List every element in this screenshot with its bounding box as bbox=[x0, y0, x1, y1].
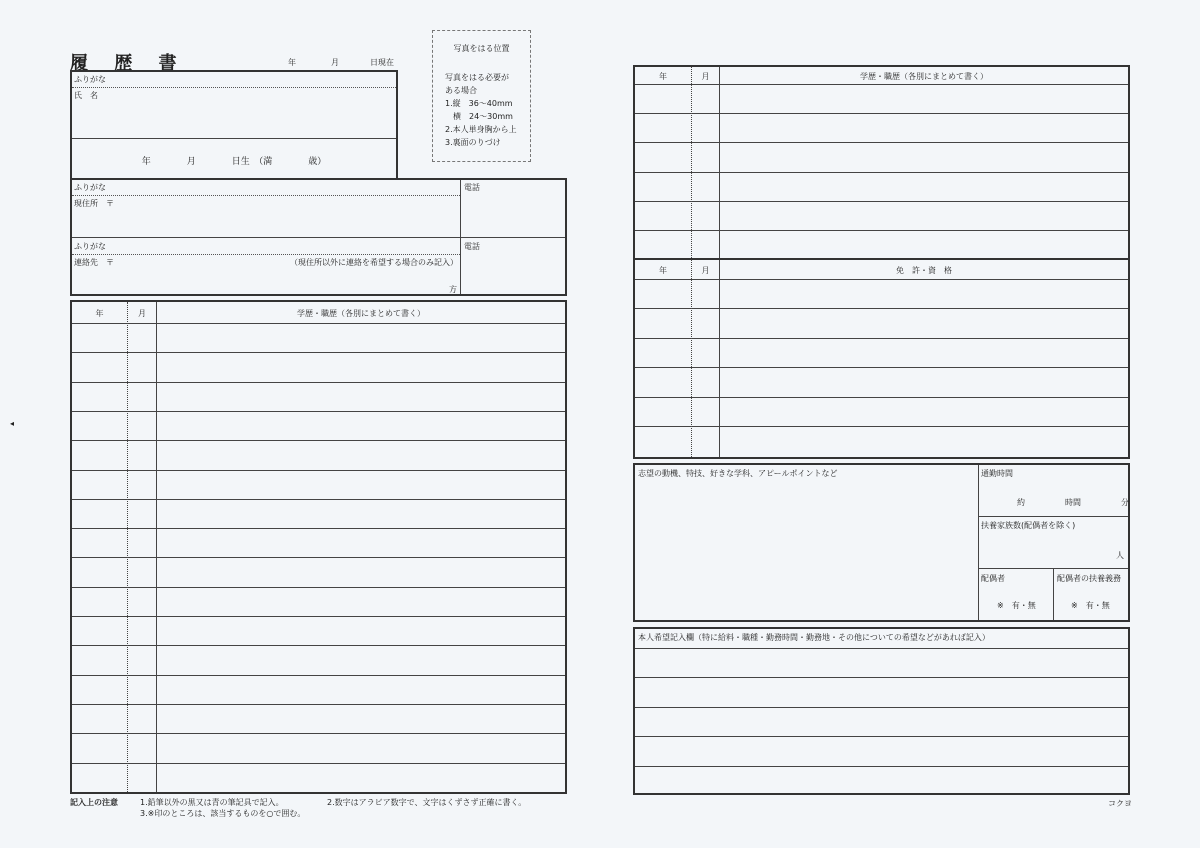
contact-label: 連絡先 〒 bbox=[74, 258, 114, 267]
photo-line2: ある場合 bbox=[445, 86, 477, 95]
history-left-row[interactable] bbox=[72, 471, 565, 498]
history-right-row[interactable] bbox=[635, 85, 1128, 112]
history-left-row[interactable] bbox=[72, 705, 565, 732]
commute-value: 約 時間 分 bbox=[1017, 498, 1129, 507]
document-title: 履 歴 書 bbox=[70, 53, 187, 74]
photo-line5: 2.本人単身胸から上 bbox=[445, 125, 517, 134]
license-col-year: 年 bbox=[659, 266, 667, 275]
note-3: 3.※印のところは、該当するものを○で囲む。 bbox=[140, 809, 306, 818]
history-right-col-desc: 学歴・職歴（各別にまとめて書く） bbox=[860, 72, 988, 81]
history-left-col-month: 月 bbox=[138, 309, 146, 318]
photo-line3: 1.縦 36〜40mm bbox=[445, 99, 513, 108]
date-suffix-label: 日現在 bbox=[370, 58, 394, 67]
history-right-row[interactable] bbox=[635, 231, 1128, 258]
date-year-label: 年 bbox=[288, 58, 296, 67]
history-right-row[interactable] bbox=[635, 173, 1128, 200]
wishes-label: 本人希望記入欄（特に給料・職種・勤務時間・勤務地・その他についての希望などがあれば記入） bbox=[638, 633, 990, 642]
history-left-row[interactable] bbox=[72, 617, 565, 644]
note-1: 1.鉛筆以外の黒又は青の筆記具で記入。 bbox=[140, 798, 284, 807]
name-furigana-divider bbox=[72, 87, 396, 88]
history-left-row[interactable] bbox=[72, 676, 565, 703]
address-furigana-label: ふりがな bbox=[74, 183, 106, 192]
license-col-desc: 免 許・資 格 bbox=[896, 266, 952, 275]
license-row[interactable] bbox=[635, 309, 1128, 336]
spouse-support-label: 配偶者の扶養義務 bbox=[1057, 574, 1121, 583]
license-col-month: 月 bbox=[701, 266, 710, 275]
contact-furigana-divider bbox=[72, 254, 460, 255]
history-right-row[interactable] bbox=[635, 202, 1128, 229]
notes-label: 記入上の注意 bbox=[70, 798, 118, 807]
spouse-value[interactable]: ※ 有・無 bbox=[997, 601, 1036, 610]
motivation-input[interactable] bbox=[638, 482, 974, 616]
phone1-label: 電話 bbox=[464, 183, 480, 192]
address-contact-divider bbox=[72, 237, 565, 238]
commute-divider bbox=[978, 516, 1128, 517]
history-left-row[interactable] bbox=[72, 558, 565, 585]
phone2-label: 電話 bbox=[464, 242, 480, 251]
name-label: 氏 名 bbox=[74, 91, 98, 100]
history-left-row[interactable] bbox=[72, 646, 565, 673]
contact-suffix: 方 bbox=[449, 285, 457, 294]
name-input[interactable] bbox=[74, 101, 392, 135]
spouse-label: 配偶者 bbox=[981, 574, 1005, 583]
name-furigana-label: ふりがな bbox=[74, 75, 106, 84]
photo-line1: 写真をはる必要が bbox=[445, 73, 509, 82]
wishes-row[interactable] bbox=[635, 767, 1128, 794]
contact-note: （現住所以外に連絡を希望する場合のみ記入） bbox=[290, 258, 458, 267]
motivation-label: 志望の動機、特技、好きな学科、アピールポイントなど bbox=[638, 469, 838, 478]
license-row[interactable] bbox=[635, 339, 1128, 366]
address-furigana-divider bbox=[72, 195, 460, 196]
photo-line6: 3.裏面のりづけ bbox=[445, 138, 501, 147]
license-row[interactable] bbox=[635, 398, 1128, 425]
motivation-side-divider bbox=[978, 465, 979, 620]
spouse-divider bbox=[1053, 568, 1054, 620]
spouse-support-value[interactable]: ※ 有・無 bbox=[1071, 601, 1110, 610]
commute-label: 通勤時間 bbox=[981, 469, 1013, 478]
brand-label: コクヨ bbox=[1108, 799, 1132, 808]
address-label: 現住所 〒 bbox=[74, 199, 114, 208]
note-2: 2.数字はアラビア数字で、文字はくずさず正確に書く。 bbox=[327, 798, 527, 807]
photo-placeholder bbox=[432, 30, 531, 162]
contact-furigana-label: ふりがな bbox=[74, 242, 106, 251]
history-left-row[interactable] bbox=[72, 324, 565, 351]
page-arrow-icon[interactable]: ◂ bbox=[10, 419, 15, 428]
history-left-row[interactable] bbox=[72, 353, 565, 380]
history-right-row[interactable] bbox=[635, 114, 1128, 141]
history-left-row[interactable] bbox=[72, 764, 565, 791]
history-right-col-month: 月 bbox=[701, 72, 710, 81]
name-birth-divider bbox=[72, 138, 396, 139]
history-left-row[interactable] bbox=[72, 734, 565, 761]
photo-line4: 横 24〜30mm bbox=[445, 112, 513, 121]
license-row[interactable] bbox=[635, 280, 1128, 307]
wishes-row[interactable] bbox=[635, 737, 1128, 764]
history-right-col-year: 年 bbox=[659, 72, 667, 81]
wishes-row[interactable] bbox=[635, 708, 1128, 735]
history-left-row[interactable] bbox=[72, 412, 565, 439]
history-left-row[interactable] bbox=[72, 441, 565, 468]
history-right-row[interactable] bbox=[635, 143, 1128, 170]
history-left-col-year: 年 bbox=[95, 309, 104, 318]
history-left-row[interactable] bbox=[72, 529, 565, 556]
history-left-row[interactable] bbox=[72, 588, 565, 615]
license-row[interactable] bbox=[635, 427, 1128, 454]
dependents-label: 扶養家族数(配偶者を除く) bbox=[981, 521, 1076, 530]
wishes-row[interactable] bbox=[635, 678, 1128, 705]
license-row[interactable] bbox=[635, 368, 1128, 395]
photo-title: 写真をはる位置 bbox=[453, 44, 510, 53]
history-left-row[interactable] bbox=[72, 500, 565, 527]
history-left-row[interactable] bbox=[72, 383, 565, 410]
history-left-col-desc: 学歴・職歴（各別にまとめて書く） bbox=[297, 309, 425, 318]
wishes-row[interactable] bbox=[635, 649, 1128, 676]
date-month-label: 月 bbox=[331, 58, 339, 67]
birth-label: 年 月 日生 （満 歳） bbox=[141, 157, 327, 167]
dependents-unit: 人 bbox=[1116, 551, 1124, 560]
